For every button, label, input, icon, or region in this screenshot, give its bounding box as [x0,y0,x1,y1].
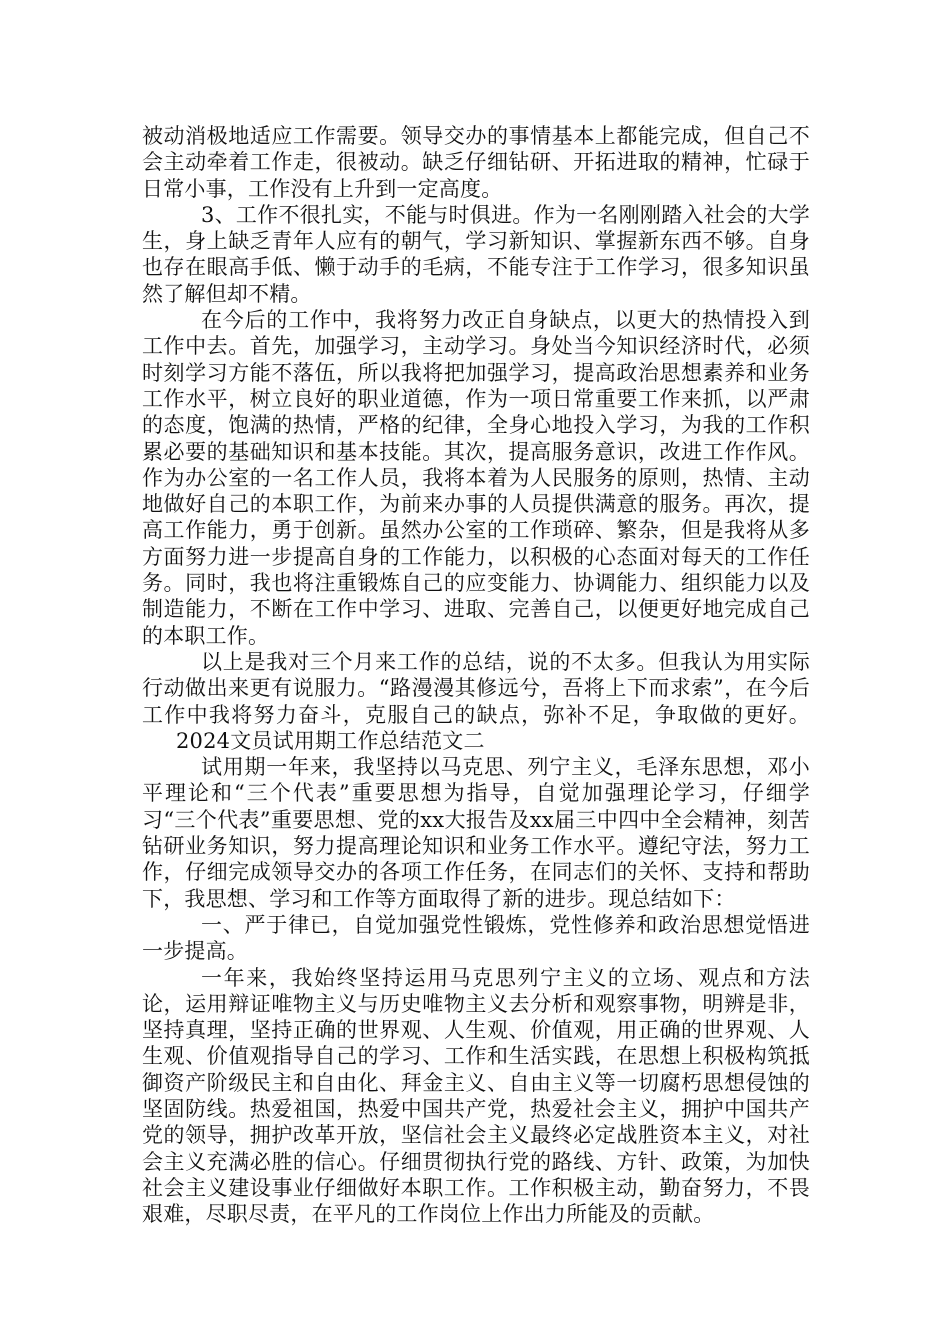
paragraph-future-work: 在今后的工作中，我将努力改正自身缺点，以更大的热情投入到工作中去。首先，加强学习，主动学习。身处当今知识经济时代，必须时刻学习方能不落伍，所以我将把加强学习，提高政治思想素养和业务工作水平，树立良好的职业道德，作为一项日常重要工作来抓，以严肃的态度，饱满的热情，严格的纪律，全身心地投入学习，为我的工作积累必要的基础知识和基本技能。其次，提高服务意识，改进工作作风。作为办公室的一名工作人员，我将本着为人民服务的原则，热情、主动地做好自己的本职工作，为前来办事的人员提供满意的服务。再次，提高工作能力，勇于创新。虽然办公室的工作琐碎、繁杂，但是我将从多方面努力进一步提高自身的工作能力，以积极的心态面对每天的工作任务。同时，我也将注重锻炼自己的应变能力、协调能力、组织能力以及制造能力，不断在工作中学习、进取、完善自己，以便更好地完成自己的本职工作。 [142,308,810,648]
paragraph-trial-year: 试用期一年来，我坚持以马克思、列宁主义，毛泽东思想，邓小平理论和“三个代表”重要思想为指导，自觉加强理论学习，仔细学习“三个代表”重要思想、党的xx大报告及xx届三中四中全会精神，刻苦钻研业务知识，努力提高理论知识和业务工作水平。遵纪守法，努力工作，仔细完成领导交办的各项工作任务，在同志们的关怀、支持和帮助下，我思想、学习和工作等方面取得了新的进步。现总结如下： [142,755,810,911]
section-heading-1: 一、严于律已，自觉加强党性锻炼，党性修养和政治思想觉悟进一步提高。 [142,912,810,964]
paragraph-conclusion [142,649,810,754]
inline-section-title: 2024文员试用期工作总结范文二 [176,728,485,753]
conclusion-text: 以上是我对三个月来工作的总结，说的不太多。但我认为用实际行动做出来更有说服力。“路漫漫其修远兮，吾将上下而求索”，在今后工作中我将努力奋斗，克服自己的缺点，弥补不足，争取做的更好。 [142,649,810,727]
paragraph-ideology: 一年来，我始终坚持运用马克思列宁主义的立场、观点和方法论，运用辩证唯物主义与历史唯物主义去分析和观察事物，明辨是非，坚持真理，坚持正确的世界观、人生观、价值观，用正确的世界观、人生观、价值观指导自己的学习、工作和生活实践，在思想上积极构筑抵御资产阶级民主和自由化、拜金主义、自由主义等一切腐朽思想侵蚀的坚固防线。热爱祖国，热爱中国共产党，热爱社会主义，拥护中国共产党的领导，拥护改革开放，坚信社会主义最终必定战胜资本主义，对社会主义充满必胜的信心。仔细贯彻执行党的路线、方针、政策，为加快社会主义建设事业仔细做好本职工作。工作积极主动，勤奋努力，不畏艰难，尽职尽责，在平凡的工作岗位上作出力所能及的贡献。 [142,965,810,1227]
paragraph-point-3: 3、工作不很扎实，不能与时俱进。作为一名刚刚踏入社会的大学生，身上缺乏青年人应有的朝气，学习新知识、掌握新东西不够。自身也存在眼高手低、懒于动手的毛病，不能专注于工作学习，很多知识虽然了解但却不精。 [142,202,810,306]
document-body [142,123,810,1227]
paragraph-continuation: 被动消极地适应工作需要。领导交办的事情基本上都能完成，但自己不会主动牵着工作走，很被动。缺乏仔细钻研、开拓进取的精神，忙碌于日常小事，工作没有上升到一定高度。 [142,124,810,201]
